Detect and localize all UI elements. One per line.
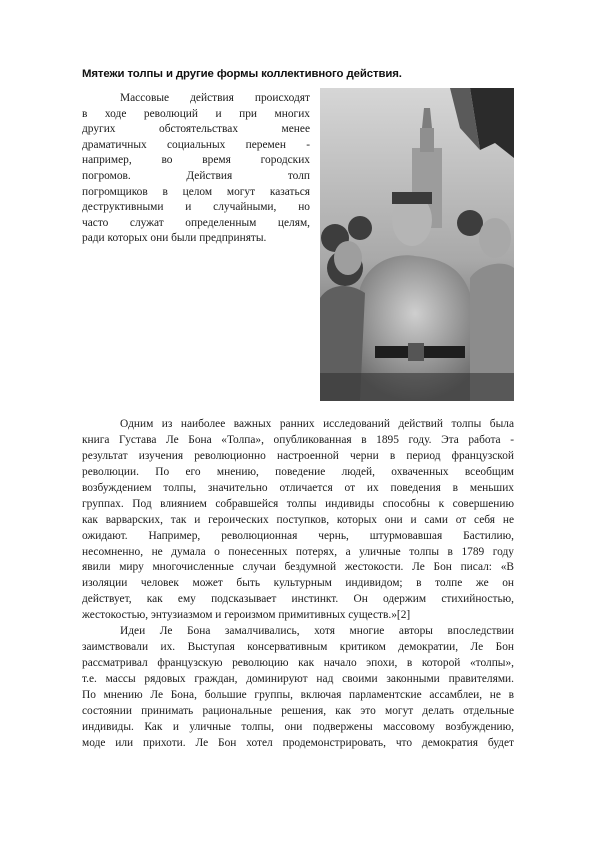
text-line: жестокостью, энтузиазмом и героизмом примитивных существ.»[2] [82,609,411,622]
intro-line: ради которых они были предприняты. [82,232,267,245]
intro-line: других обстоятельствах менее [82,123,310,136]
section-title: Мятежи толпы и другие формы коллективного действия. [82,68,402,80]
text-line: заимствовали их. Выступая консервативным критиком демократии, Ле Бон [82,641,514,654]
text-line: состоянии принимать рациональные решения, как это могут делать отдельные [82,704,514,717]
intro-paragraph [82,91,310,247]
text-line: рассматривал французскую революцию как начало эпохи, в которой «толпы», [82,657,514,670]
text-line: По мнению Ле Бона, большие группы, включая парламентские ассамблеи, не в [82,688,514,701]
text-line: явили миру многочисленные случаи бездумной жестокости. Ле Бон писал: «В [82,561,514,574]
text-line: Одним из наиболее важных ранних исследований действий толпы была [120,418,514,430]
text-line: изоляции человек может быть культурным индивидом; в толпе же он [82,577,514,590]
text-line: возбуждением толпы, значительно отличается от их поведения в меньших [82,481,514,494]
text-line: индивиды. Как и уличные толпы, они подвержены массовому возбуждению, [82,720,514,733]
text-line: несомненно, не думала о понесенных потерях, а уличные толпы в 1789 году [82,545,514,558]
text-line: книга Густава Ле Бона «Толпа», опубликованная в 1895 году. Эта работа - [82,433,514,446]
text-line: группах. Под влиянием собравшейся толпы индивиды способны к совершению [82,497,514,510]
intro-line: драматичных социальных перемен - [82,138,310,151]
text-line: ожидают. Например, революционная чернь, штурмовавшая Бастилию, [82,529,514,542]
text-line: моде или прихоти. Ле Бон хотел продемонстрировать, что демократия будет [82,736,514,749]
intro-line: погромов. Действия толп [82,169,310,182]
intro-line: деструктивными и случайными, но [82,201,310,214]
intro-line: в ходе революций и при многих [82,107,310,120]
text-line: т.е. массы рядовых граждан, доминируют над своими законными правителями. [82,673,514,685]
intro-line: Массовые действия происходят [120,92,310,104]
intro-line: например, во время городских [82,154,310,167]
text-line: революции. По его мнению, поведение людей, охваченных всеобщим [82,465,514,478]
crowd-photo [320,88,514,401]
main-text [82,417,514,752]
text-line: результат изучения революционно настроенной черни в период французской [82,449,514,462]
intro-line: погромщиков в целом могут казаться [82,185,310,198]
text-line: как варварских, так и героических поступков, которых они и сами от себя не [82,513,514,526]
intro-line: часто служат определенным целям, [82,216,310,229]
text-line: действует, как ему подсказывает инстинкт. Он одержим стихийностью, [82,593,514,606]
text-line: Идеи Ле Бона замалчивались, хотя многие авторы впоследствии [120,625,514,638]
